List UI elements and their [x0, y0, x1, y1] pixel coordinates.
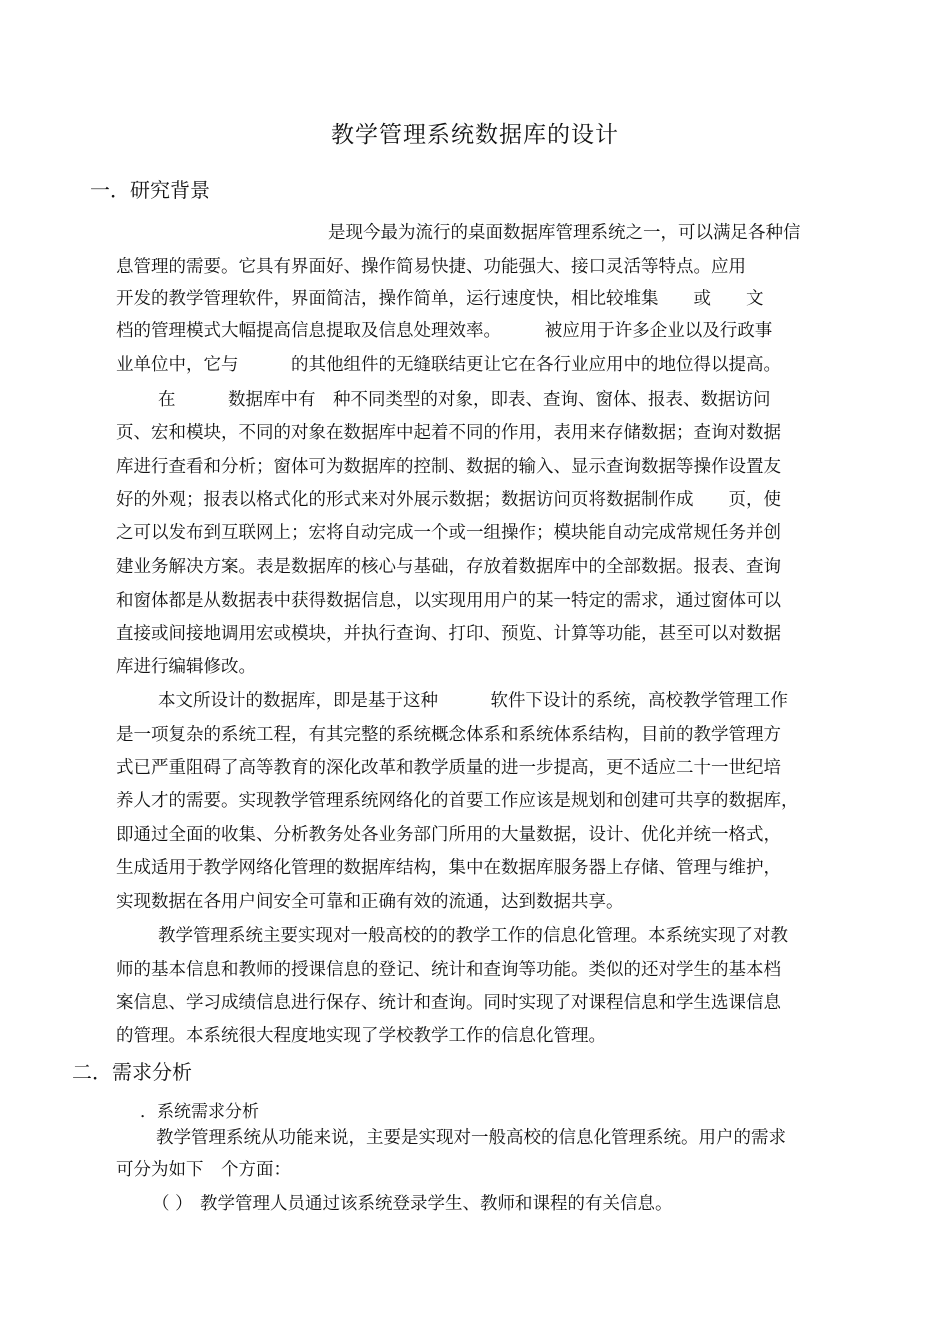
paragraph-line: 的管理。本系统很大程度地实现了学校教学工作的信息化管理。	[116, 1026, 606, 1046]
section-heading-requirements: 二．需求分析	[72, 1060, 192, 1084]
paragraph-line: 是一项复杂的系统工程，有其完整的系统概念体系和系统体系结构，目前的教学管理方	[116, 725, 781, 745]
paragraph-line: 库进行查看和分析；窗体可为数据库的控制、数据的输入、显示查询数据等操作设置友	[116, 457, 781, 477]
paragraph-line: 档的管理模式大幅提高信息提取及信息处理效率。 被应用于许多企业以及行政事	[116, 321, 773, 341]
paragraph-line: 库进行编辑修改。	[116, 657, 256, 677]
paragraph-line: 式已严重阻碍了高等教育的深化改革和教学质量的进一步提高，更不适应二十一世纪培	[116, 758, 781, 778]
list-item-text: 教学管理人员通过该系统登录学生、教师和课程的有关信息。	[200, 1194, 673, 1214]
paragraph-line: 建业务解决方案。表是数据库的核心与基础，存放着数据库中的全部数据。报表、查询	[116, 557, 781, 577]
list-item-marker: （ ）	[152, 1194, 193, 1214]
paragraph-line: 直接或间接地调用宏或模块，并执行查询、打印、预览、计算等功能，甚至可以对数据	[116, 624, 781, 644]
page-title: 教学管理系统数据库的设计	[331, 122, 619, 148]
paragraph-line: 息管理的需要。它具有界面好、操作简易快捷、功能强大、接口灵活等特点。应用	[116, 257, 746, 277]
paragraph-line: 生成适用于教学网络化管理的数据库结构，集中在数据库服务器上存储、管理与维护，	[116, 858, 781, 878]
paragraph-line: 业单位中，它与 的其他组件的无缝联结更让它在各行业应用中的地位得以提高。	[116, 355, 781, 375]
paragraph-line: 好的外观；报表以格式化的形式来对外展示数据；数据访问页将数据制作成 页，使	[116, 490, 781, 510]
paragraph-line: 教学管理系统从功能来说，主要是实现对一般高校的信息化管理系统。用户的需求	[156, 1128, 786, 1148]
paragraph-line: 教学管理系统主要实现对一般高校的的教学工作的信息化管理。本系统实现了对教	[158, 926, 788, 946]
paragraph-line: 开发的教学管理软件，界面简洁，操作简单，运行速度快，相比较堆集 或 文	[116, 289, 764, 309]
paragraph-line: 养人才的需要。实现教学管理系统网络化的首要工作应该是规划和创建可共享的数据库，	[116, 791, 799, 811]
subsection-heading: ．系统需求分析	[140, 1102, 259, 1122]
paragraph-line: 可分为如下 个方面：	[116, 1160, 291, 1180]
section-heading-background: 一．研究背景	[90, 178, 210, 202]
paragraph-line: 实现数据在各用户间安全可靠和正确有效的流通，达到数据共享。	[116, 892, 624, 912]
paragraph-line: 页、宏和模块，不同的对象在数据库中起着不同的作用，表用来存储数据；查询对数据	[116, 423, 781, 443]
paragraph-line: 在 数据库中有 种不同类型的对象，即表、查询、窗体、报表、数据访问	[158, 390, 771, 410]
paragraph-line: 之可以发布到互联网上；宏将自动完成一个或一组操作；模块能自动完成常规任务并创	[116, 523, 781, 543]
paragraph-line: 和窗体都是从数据表中获得数据信息，以实现用用户的某一特定的需求，通过窗体可以	[116, 591, 781, 611]
paragraph-line: 案信息、学习成绩信息进行保存、统计和查询。同时实现了对课程信息和学生选课信息	[116, 993, 781, 1013]
paragraph-line: 即通过全面的收集、分析教务处各业务部门所用的大量数据，设计、优化并统一格式，	[116, 825, 781, 845]
paragraph-line: 是现今最为流行的桌面数据库管理系统之一，可以满足各种信	[328, 223, 801, 243]
paragraph-line: 师的基本信息和教师的授课信息的登记、统计和查询等功能。类似的还对学生的基本档	[116, 960, 781, 980]
paragraph-line: 本文所设计的数据库，即是基于这种 软件下设计的系统，高校教学管理工作	[158, 691, 788, 711]
